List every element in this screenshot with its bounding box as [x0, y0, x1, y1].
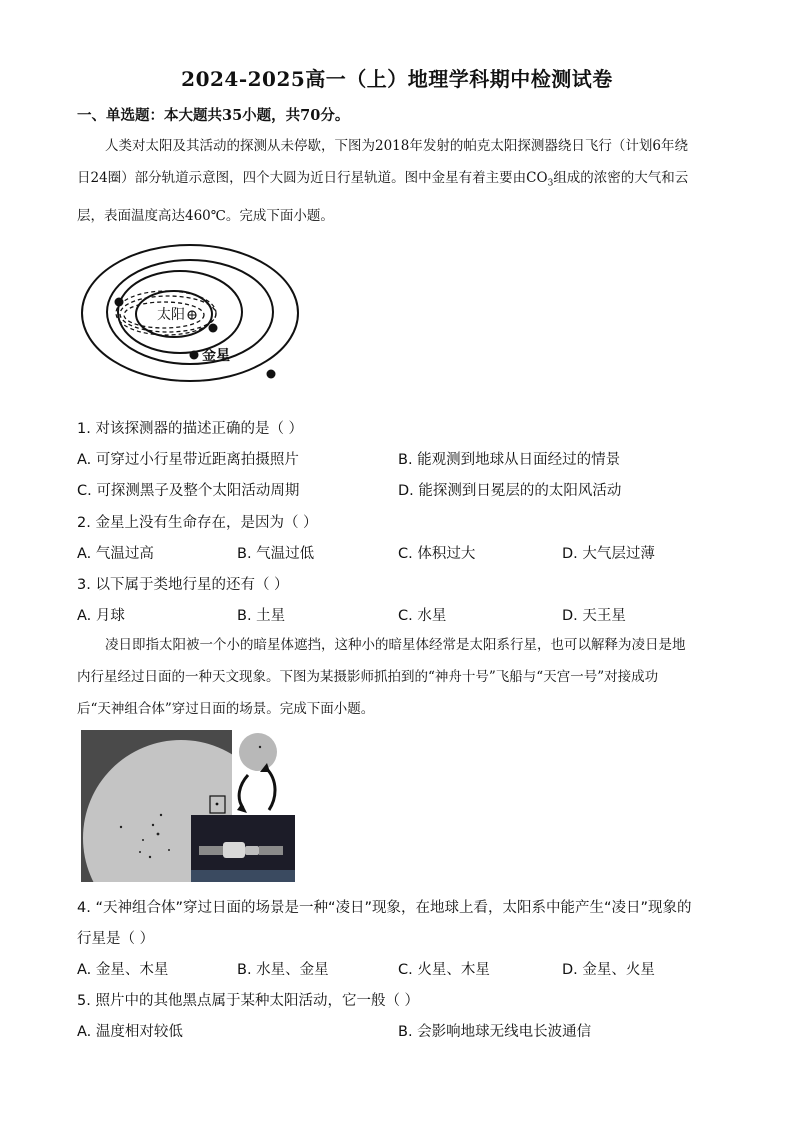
passage-2	[77, 629, 717, 725]
q5-option-b[interactable]: B. 会影响地球无线电长波通信	[398, 1024, 592, 1040]
passage-1-line-1: 人类对太阳及其活动的探测从未停歇，下图为2018年发射的帕克太阳探测器绕日飞行（计划6年绕	[105, 138, 688, 154]
section-heading: 一、单选题：本大题共35小题，共70分。	[77, 107, 350, 124]
planet-dot-left	[115, 298, 124, 307]
planet-dot-inner	[209, 324, 218, 333]
venus-label: 金星	[202, 348, 230, 364]
sunspot	[160, 814, 162, 816]
sunspot	[149, 856, 151, 858]
tiangong-module	[223, 842, 245, 858]
passage-2-line-1: 凌日即指太阳被一个小的暗星体遮挡，这种小的暗星体经常是太阳系行星，也可以解释为凌日是地	[105, 637, 686, 653]
inset-spacecraft	[259, 746, 261, 748]
q3-option-c[interactable]: C. 水星	[398, 608, 447, 624]
sunspot	[152, 824, 154, 826]
q1-option-d[interactable]: D. 能探测到日冕层的的太阳风活动	[398, 483, 622, 499]
q2-option-a[interactable]: A. 气温过高	[77, 546, 154, 562]
q1-option-b[interactable]: B. 能观测到地球从日面经过的情景	[398, 452, 621, 468]
question-4-stem-line-2: 行星是（ ）	[77, 931, 155, 947]
q1-option-c[interactable]: C. 可探测黑子及整个太阳活动周期	[77, 483, 300, 499]
q3-option-d[interactable]: D. 天王星	[562, 608, 626, 624]
shenzhou-module	[245, 846, 259, 855]
inset-sun-disk	[239, 733, 277, 771]
spacecraft-silhouette	[216, 803, 219, 806]
passage-1-line-2	[77, 162, 717, 200]
q4-option-b[interactable]: B. 水星、金星	[237, 962, 329, 978]
page-title: 2024-2025高一（上）地理学科期中检测试卷	[181, 67, 613, 91]
passage-1-line-2-text: 日24圈）部分轨道示意图，四个大圆为近日行星轨道。图中金星有着主要由CO	[77, 170, 548, 186]
q1-option-a[interactable]: A. 可穿过小行星带近距离拍摄照片	[77, 452, 299, 468]
sunspot	[168, 849, 170, 851]
q2-option-b[interactable]: B. 气温过低	[237, 546, 315, 562]
solar-panel-left	[199, 846, 223, 855]
passage-2-line-3: 后“天神组合体”穿过日面的场景。完成下面小题。	[77, 701, 375, 717]
co2-subscript: 3	[547, 178, 554, 189]
passage-1-line-2-end: 组成的浓密的大气和云	[553, 170, 689, 186]
sun-label: 太阳	[157, 307, 185, 323]
sunspot	[139, 851, 141, 853]
question-4-stem-line-1: 4. “天神组合体”穿过日面的场景是一种“凌日”现象，在地球上看，太阳系中能产生“凌日”现象的	[77, 900, 692, 916]
passage-1-line-3: 层，表面温度高达460℃。完成下面小题。	[77, 207, 334, 224]
q2-option-d[interactable]: D. 大气层过薄	[562, 546, 655, 562]
q4-option-c[interactable]: C. 火星、木星	[398, 962, 490, 978]
transit-photo	[81, 730, 295, 882]
solar-panel-right	[259, 846, 283, 855]
q4-option-a[interactable]: A. 金星、木星	[77, 962, 169, 978]
orbit-diagram	[78, 240, 310, 400]
passage-2-line-2: 内行星经过日面的一种天文现象。下图为某摄影师抓拍到的“神舟十号”飞船与“天宫一号”对接成功	[77, 669, 659, 685]
q5-option-a[interactable]: A. 温度相对较低	[77, 1024, 183, 1040]
sunspot	[120, 826, 122, 828]
passage-1	[77, 130, 717, 232]
question-3-stem: 3. 以下属于类地行星的还有（ ）	[77, 577, 289, 593]
q4-option-d[interactable]: D. 金星、火星	[562, 962, 655, 978]
venus-dot	[190, 351, 199, 360]
q2-option-c[interactable]: C. 体积过大	[398, 546, 476, 562]
question-1-stem: 1. 对该探测器的描述正确的是（ ）	[77, 421, 304, 437]
q3-option-a[interactable]: A. 月球	[77, 608, 125, 624]
earth-limb	[191, 870, 295, 882]
sunspot	[157, 833, 160, 836]
outer-planet-orbit	[82, 245, 298, 381]
outer-planet-dot	[267, 370, 276, 379]
q3-option-b[interactable]: B. 土星	[237, 608, 286, 624]
sunspot	[142, 839, 144, 841]
question-5-stem: 5. 照片中的其他黑点属于某种太阳活动，它一般（ ）	[77, 993, 420, 1009]
question-2-stem: 2. 金星上没有生命存在，是因为（ ）	[77, 515, 318, 531]
